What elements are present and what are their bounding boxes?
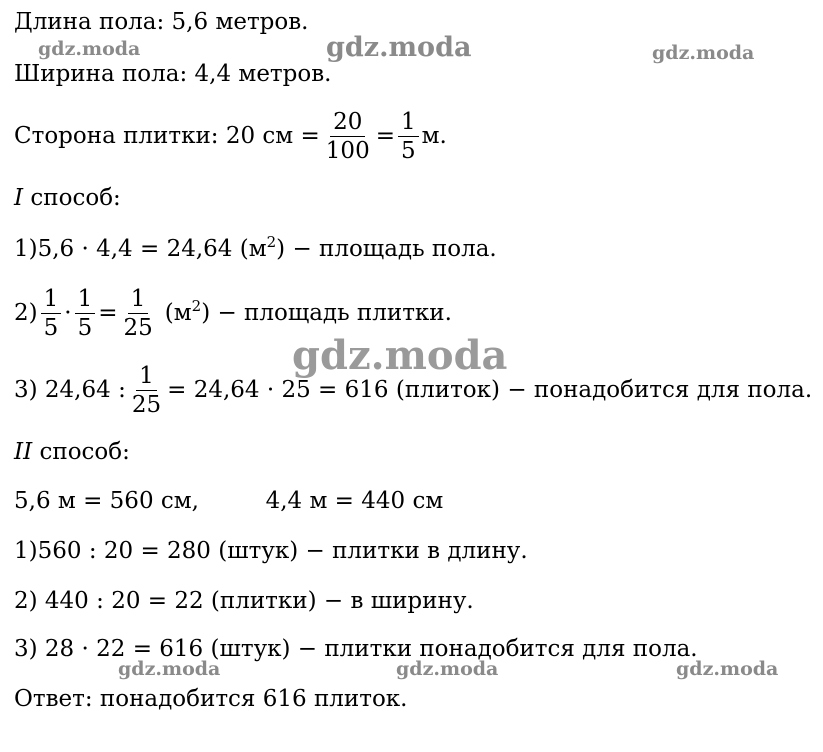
method-2-word: способ: [39,439,130,465]
m2-convert-width: 4,4 м = 440 см [265,488,444,514]
watermark-bottom-right: gdz.moda [676,658,779,680]
watermark-top-right: gdz.moda [652,42,755,64]
floor-length-line: Длина пола: 5,6 метров. [14,9,309,35]
tile-side-line [14,106,447,166]
fraction-numerator: 1 [398,108,419,137]
m1-step1-sup: 2 [266,233,277,251]
method-2-conversion [14,487,443,515]
method-1-step-2 [14,283,452,343]
fraction-numerator: 1 [75,285,96,314]
fraction-1-5 [398,108,419,165]
m1-step2-unit-text: (м [164,300,192,326]
method-2-step-2: 2) 440 : 20 = 22 (плитки) − в ширину. [14,588,474,614]
method-1-step-3 [14,360,812,420]
watermark-center: gdz.moda [292,332,508,379]
fraction-1-25 [120,285,155,342]
fraction-denominator: 5 [400,137,416,164]
tile-side-prefix: Сторона плитки: 20 см = [14,123,320,149]
fraction-1-5 [41,285,62,342]
method-2-step-1: 1)560 : 20 = 280 (штук) − плитки в длину. [14,538,528,564]
fraction-numerator: 1 [41,285,62,314]
multiply-dot: · [64,300,72,326]
m1-step2-prefix: 2) [14,300,38,326]
tile-side-unit: м. [421,123,447,149]
m1-step2-sup: 2 [191,297,202,315]
fraction-denominator: 100 [325,137,370,164]
fraction-1-5 [75,285,96,342]
watermark-top-left: gdz.moda [38,38,141,60]
method-1-step-1 [14,235,497,263]
method-1-heading [14,184,121,212]
method-1-word: способ: [30,185,121,211]
m1-step3-prefix: 3) 24,64 : [14,377,126,403]
m1-step2-unit [165,299,452,327]
equals-sign: = [98,300,118,326]
method-1-roman: I [14,185,24,211]
fraction-denominator: 5 [77,314,93,341]
floor-width-line: Ширина пола: 4,4 метров. [14,61,332,87]
m1-step3-tail: = 24,64 · 25 = 616 (плиток) − понадобится для пола. [167,377,813,403]
fraction-numerator: 1 [136,362,157,391]
fraction-numerator: 1 [128,285,149,314]
watermark-bottom-left: gdz.moda [118,658,221,680]
watermark-top-center: gdz.moda [326,32,472,63]
fraction-denominator: 25 [123,314,153,341]
fraction-1-25 [129,362,164,419]
fraction-denominator: 25 [131,391,162,418]
m2-convert-length: 5,6 м = 560 см, [14,488,199,514]
fraction-numerator: 20 [330,108,365,137]
fraction-20-100 [323,108,373,165]
method-2-heading [14,438,130,466]
watermark-bottom-center: gdz.moda [396,658,499,680]
answer-line: Ответ: понадобится 616 плиток. [14,686,408,712]
m1-step1-tail: ) − площадь пола. [276,236,497,262]
m1-step2-tail: ) − площадь плитки. [201,300,452,326]
method-2-roman: II [14,439,33,465]
method-2-step-3: 3) 28 · 22 = 616 (штук) − плитки понадобится для пола. [14,636,698,662]
equals-sign: = [375,123,395,149]
m1-step1-text: 1)5,6 · 4,4 = 24,64 (м [14,236,267,262]
fraction-denominator: 5 [43,314,59,341]
